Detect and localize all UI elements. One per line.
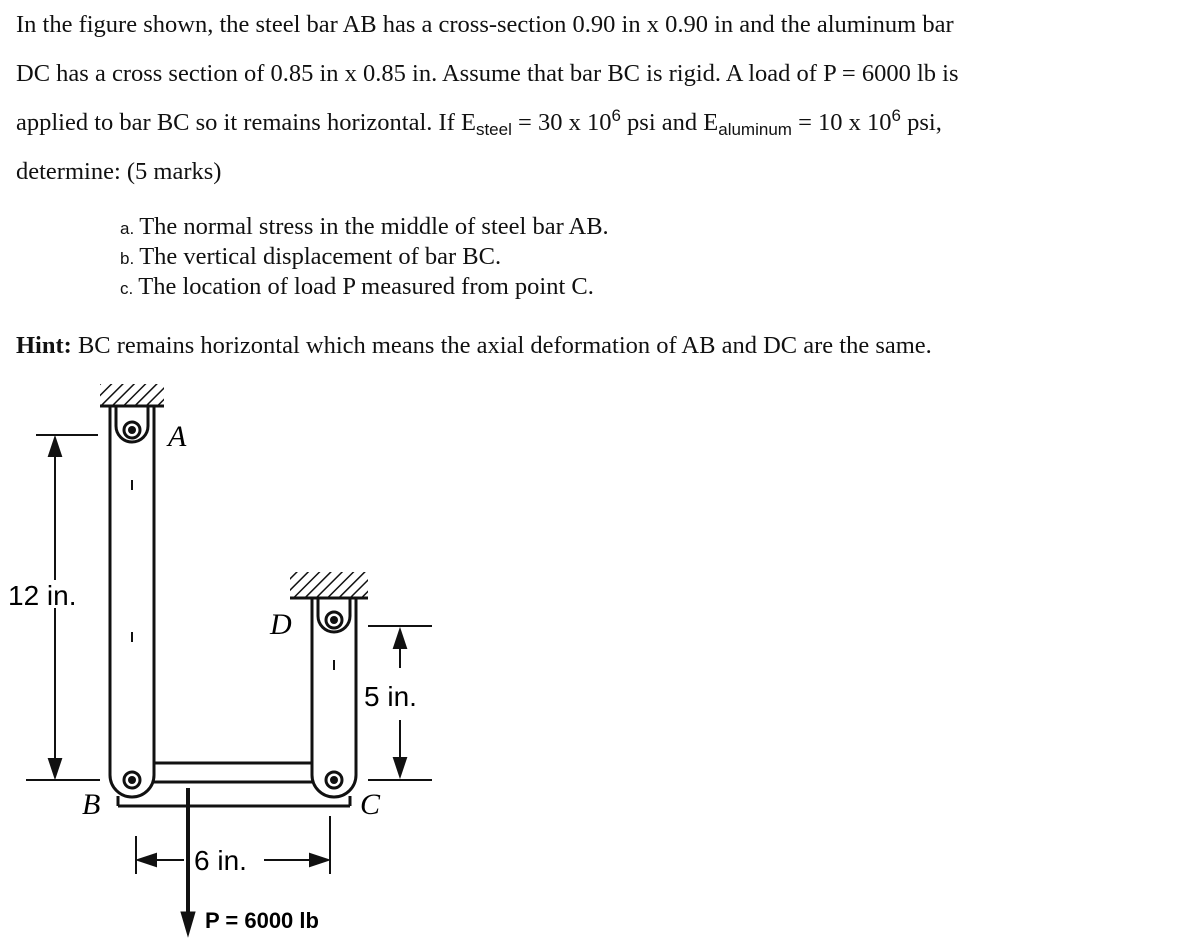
task-text: The location of load P measured from point C. [138, 273, 594, 300]
label-5-in: 5 in. [364, 681, 417, 712]
problem-line-3-part-e: psi, [900, 109, 942, 136]
pin-a-center [128, 426, 136, 434]
task-list [120, 213, 609, 303]
problem-line-3-part-d: = 10 x 10 [791, 109, 892, 136]
pin-b-center [128, 776, 136, 784]
superscript-exponent-2: 6 [891, 106, 901, 125]
steel-bar-ab [110, 406, 154, 797]
problem-line-3-part-b: = 30 x 10 [511, 109, 612, 136]
label-d: D [270, 608, 292, 641]
pin-d-center [330, 616, 338, 624]
problem-line-3-part-a: applied to bar BC so it remains horizontal. If E [16, 109, 476, 136]
task-item-b [120, 243, 609, 273]
task-letter: a. [120, 219, 135, 238]
label-b: B [82, 788, 101, 821]
pin-c-center [330, 776, 338, 784]
task-item-c [120, 273, 609, 303]
task-item-a [120, 213, 609, 243]
task-letter: c. [120, 279, 134, 298]
subscript-aluminum: aluminum [718, 120, 792, 139]
label-6-in: 6 in. [194, 845, 247, 876]
problem-line-3 [16, 98, 1176, 147]
hint [16, 326, 932, 366]
truss-figure [0, 370, 520, 942]
support-top-left [100, 384, 164, 406]
load-arrow [181, 788, 195, 936]
hint-text: BC remains horizontal which means the axial deformation of AB and DC are the same. [71, 332, 932, 359]
problem-line-1: In the figure shown, the steel bar AB has a cross-section 0.90 in x 0.90 in and the aluminum bar [16, 11, 954, 38]
label-load: P = 6000 lb [205, 908, 319, 933]
task-letter: b. [120, 249, 135, 268]
label-12-in: 12 in. [8, 580, 77, 611]
label-c: C [360, 788, 381, 821]
label-a: A [168, 420, 187, 453]
subscript-steel: steel [475, 120, 512, 139]
task-text: The normal stress in the middle of steel bar AB. [139, 213, 609, 240]
problem-statement [16, 0, 1176, 196]
support-top-right [290, 572, 368, 598]
task-text: The vertical displacement of bar BC. [139, 243, 502, 270]
problem-line-2: DC has a cross section of 0.85 in x 0.85 in. Assume that bar BC is rigid. A load of P = 6000 lb is [16, 60, 959, 87]
superscript-exponent-1: 6 [611, 106, 621, 125]
problem-line-4: determine: (5 marks) [16, 158, 222, 185]
problem-line-3-part-c: psi and E [620, 109, 719, 136]
hint-label: Hint: [16, 332, 72, 359]
